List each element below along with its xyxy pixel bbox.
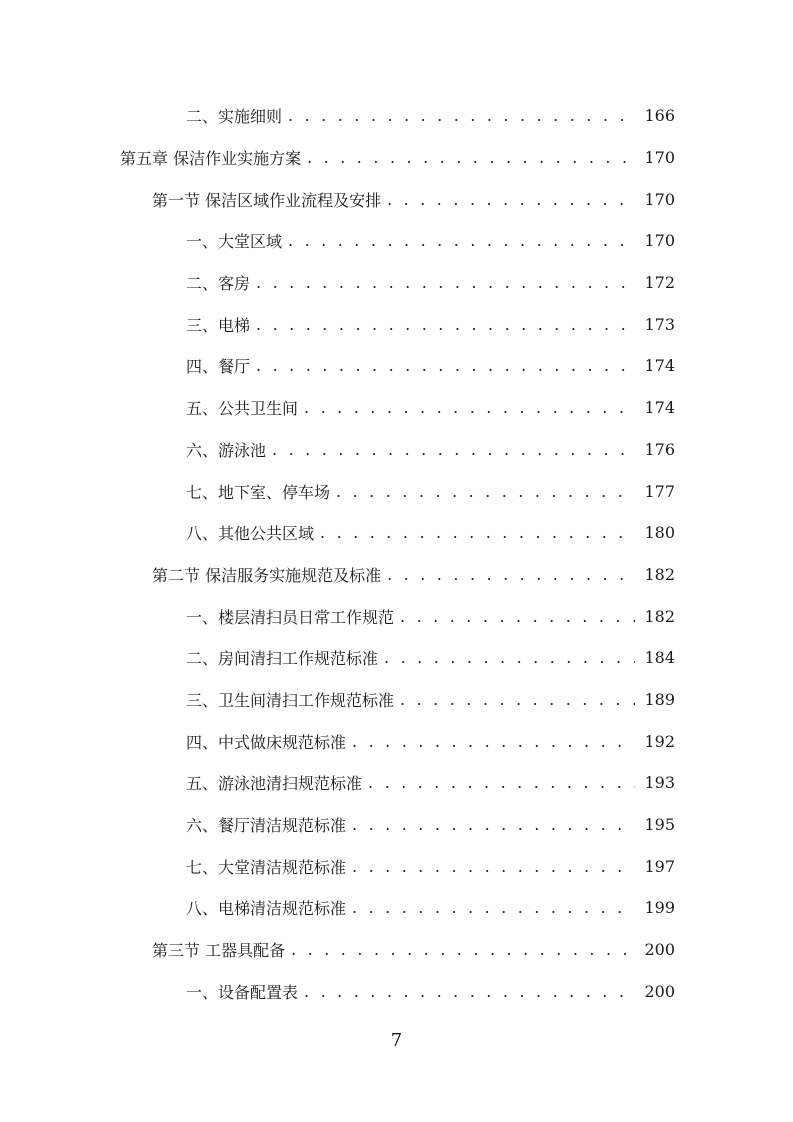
toc-dot-leader [387,190,635,209]
toc-entry-title: 一、设备配置表 [186,982,299,1002]
toc-dot-leader [320,523,635,542]
toc-entry-title: 八、其他公共区域 [186,524,315,544]
toc-entry-title: 二、实施细则 [186,107,283,127]
toc-entry-page: 197 [644,856,675,876]
table-of-contents [0,95,793,1012]
toc-dot-leader [352,732,635,751]
toc-entry-page: 176 [644,439,675,459]
toc-entry-page: 182 [644,564,675,584]
toc-entry-page: 180 [644,523,675,543]
toc-entry-title: 四、中式做床规范标准 [186,732,347,752]
toc-dot-leader [384,648,635,667]
toc-entry[interactable] [0,887,793,929]
toc-entry-title: 第五章 保洁作业实施方案 [120,149,302,169]
toc-entry-page: 166 [644,106,675,126]
toc-entry-page: 200 [644,981,675,1001]
toc-entry-title: 一、楼层清扫员日常工作规范 [186,607,395,627]
toc-entry-page: 200 [644,940,675,960]
toc-dot-leader [400,607,635,626]
toc-dot-leader [256,273,635,292]
toc-entry-page: 184 [644,648,675,668]
toc-entry[interactable] [0,762,793,804]
toc-entry[interactable] [0,262,793,304]
toc-entry-page: 170 [644,189,675,209]
toc-entry-title: 五、游泳池清扫规范标准 [186,774,363,794]
toc-dot-leader [307,148,635,167]
toc-entry[interactable] [0,679,793,721]
toc-entry-page: 199 [644,898,675,918]
toc-entry-page: 195 [644,815,675,835]
toc-entry-title: 二、房间清扫工作规范标准 [186,649,379,669]
toc-entry-title: 一、大堂区域 [186,232,283,252]
toc-entry-page: 170 [644,231,675,251]
toc-entry-title: 五、公共卫生间 [186,399,299,419]
toc-entry-title: 三、卫生间清扫工作规范标准 [186,690,395,710]
toc-entry-page: 177 [644,481,675,501]
toc-entry[interactable] [0,303,793,345]
toc-entry-title: 第一节 保洁区域作业流程及安排 [152,190,382,210]
toc-entry[interactable] [0,470,793,512]
toc-entry-title: 七、大堂清洁规范标准 [186,857,347,877]
toc-entry[interactable] [0,970,793,1012]
toc-dot-leader [368,773,635,792]
toc-entry-page: 173 [644,314,675,334]
toc-entry[interactable] [0,95,793,137]
toc-entry-page: 172 [644,273,675,293]
toc-entry-title: 四、餐厅 [186,357,251,377]
toc-dot-leader [400,690,635,709]
toc-entry[interactable] [0,637,793,679]
toc-entry-page: 182 [644,606,675,626]
toc-entry[interactable] [0,429,793,471]
toc-entry-title: 二、客房 [186,274,251,294]
toc-entry[interactable] [0,512,793,554]
toc-entry[interactable] [0,720,793,762]
toc-entry-page: 192 [644,731,675,751]
toc-dot-leader [352,857,635,876]
toc-entry-title: 六、餐厅清洁规范标准 [186,816,347,836]
toc-dot-leader [256,315,635,334]
toc-entry[interactable] [0,387,793,429]
toc-entry[interactable] [0,595,793,637]
toc-entry[interactable] [0,220,793,262]
toc-dot-leader [288,231,635,250]
toc-dot-leader [387,565,635,584]
toc-entry-page: 193 [644,773,675,793]
toc-entry-title: 六、游泳池 [186,440,267,460]
toc-entry[interactable] [0,554,793,596]
toc-entry-title: 七、地下室、停车场 [186,482,331,502]
toc-entry-page: 174 [644,356,675,376]
toc-dot-leader [304,398,635,417]
toc-entry-title: 第二节 保洁服务实施规范及标准 [152,565,382,585]
toc-entry-page: 174 [644,398,675,418]
toc-entry[interactable] [0,178,793,220]
toc-dot-leader [288,106,635,125]
toc-entry[interactable] [0,845,793,887]
toc-entry-title: 第三节 工器具配备 [152,941,286,961]
toc-entry[interactable] [0,804,793,846]
toc-entry-title: 八、电梯清洁规范标准 [186,899,347,919]
toc-entry-page: 170 [644,148,675,168]
toc-dot-leader [304,982,635,1001]
toc-dot-leader [291,940,635,959]
toc-dot-leader [336,482,635,501]
toc-entry[interactable] [0,345,793,387]
toc-dot-leader [352,815,635,834]
toc-dot-leader [256,356,635,375]
toc-dot-leader [352,898,635,917]
toc-entry-page: 189 [644,689,675,709]
toc-entry[interactable] [0,929,793,971]
toc-entry-title: 三、电梯 [186,315,251,335]
page-number: 7 [390,1030,403,1051]
toc-dot-leader [272,440,635,459]
toc-entry[interactable] [0,137,793,179]
